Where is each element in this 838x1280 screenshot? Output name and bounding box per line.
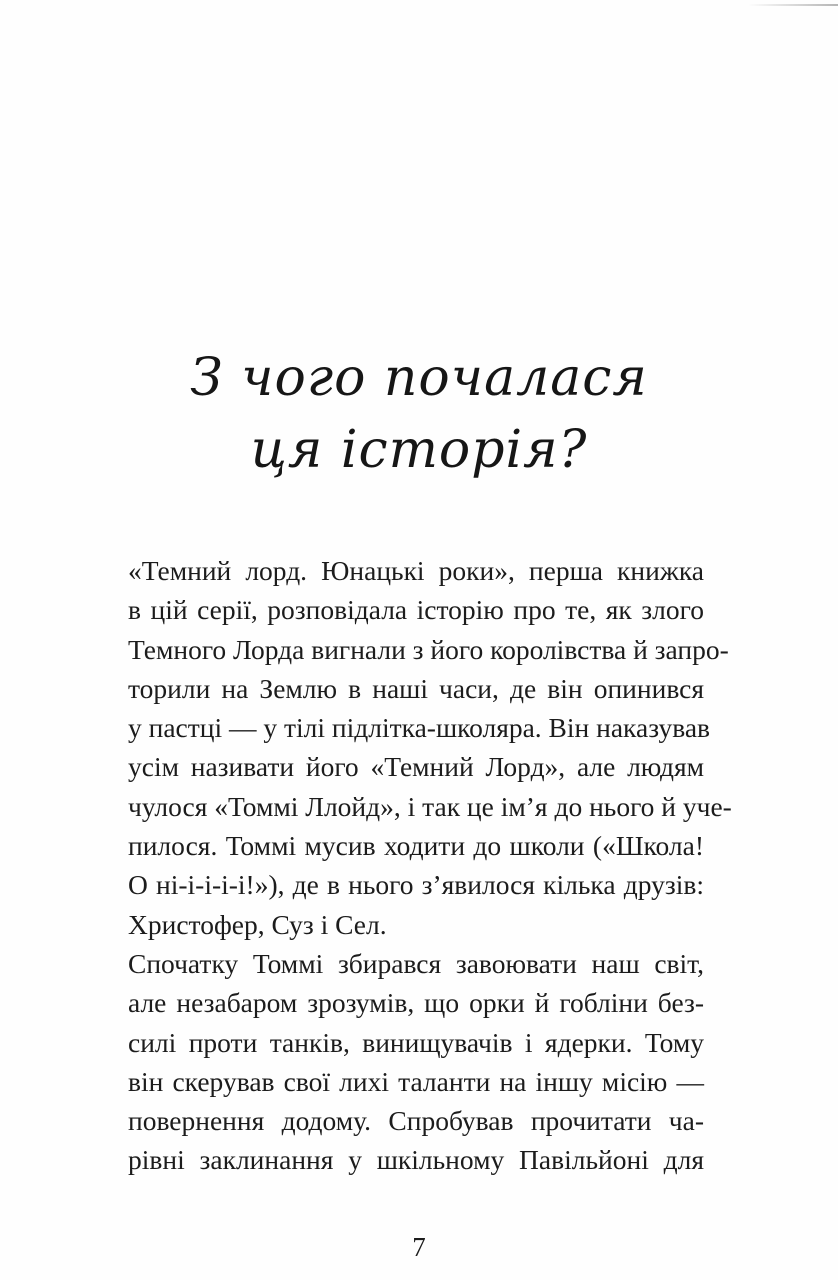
text-line: Темного Лорда вигнали з його королівства й запро- [128,633,729,665]
text-line: Христофер, Суз і Сел. [128,908,387,940]
text-line: у пастці — у тілі підлітка-школяра. Він наказував [128,712,711,744]
body-text [128,551,732,1180]
chapter-title-line-2: ця історія? [250,420,588,480]
page-number: 7 [412,1232,426,1262]
paragraph-1 [128,551,732,944]
text-line: чулося «Томмі Ллойд», і так це ім’я до нього й уче- [128,790,732,822]
chapter-title-line-1: З чого почалася [190,348,648,408]
page-edge-shadow [748,4,838,6]
text-line: рівні заклинання у шкільному Павільйоні для [128,1144,704,1176]
text-line: силі проти танків, винищувачів і ядерки. Тому [128,1026,704,1058]
text-line: пилося. Томмі мусив ходити до школи («Школа! [128,830,704,862]
text-line: повернення додому. Спробував прочитати ча- [128,1105,704,1137]
text-line: «Темний лорд. Юнацькі роки», перша книжка [128,555,704,586]
text-line: торили на Землю в наші часи, де він опинився [128,672,704,704]
text-line: він скерував свої лихі таланти на іншу місію — [128,1065,704,1097]
text-line: усім називати його «Темний Лорд», але людям [128,751,704,783]
text-line: О ні-і-і-і-і!»), де в нього з’явилося кілька друзів: [128,869,704,901]
text-line: Спочатку Томмі збирався завоювати наш світ, [128,947,704,979]
paragraph-2 [128,944,704,1180]
chapter-title [0,342,838,486]
text-line: в цій серії, розповідала історію про те, як злого [128,594,704,626]
text-line: але незабаром зрозумів, що орки й гобліни без- [128,987,704,1019]
